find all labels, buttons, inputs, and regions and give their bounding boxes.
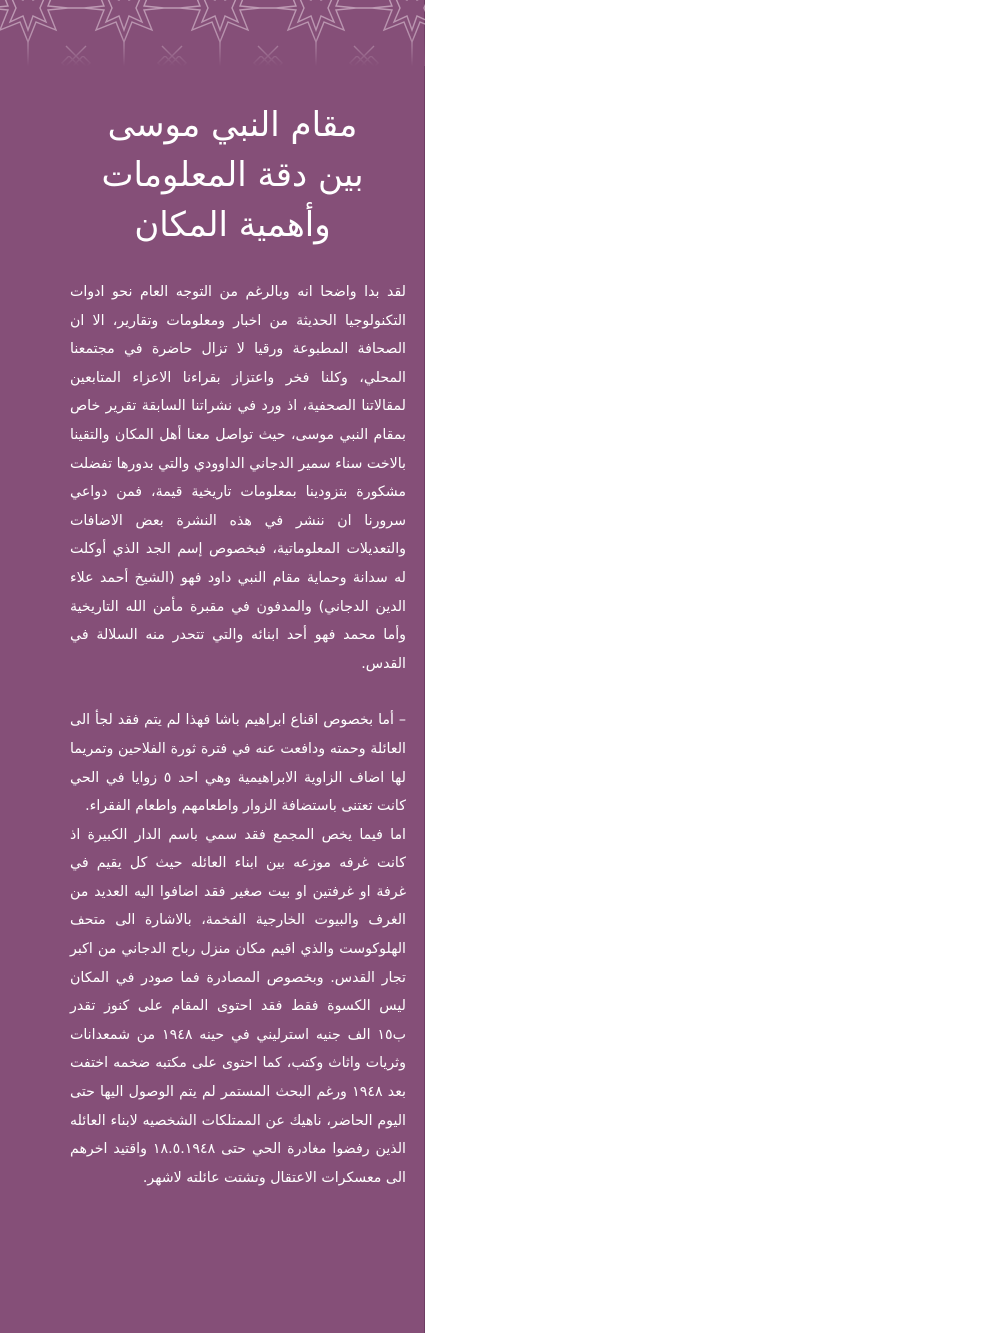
article-panel: [0, 0, 425, 1333]
article-paragraph: اما فيما يخص المجمع فقد سمي باسم الدار الكبيرة اذ كانت غرفه موزعه بين ابناء العائله حيث كل يقيم في غرفة او غرفتين او بيت صغير فقد اضافوا اليه العديد من الغرف والبيوت الخارجية الفخمة، بالاشارة الى متحف الهلوكوست والذي اقيم مكان منزل رباح الدجاني من اكبر تجار القدس. وبخصوص المصادرة فما صودر في المكان ليس الكسوة فقط فقد احتوى المقام على كنوز تقدر ب١٥ الف جنيه استرليني في حينه ١٩٤٨ من شمعدانات وثريات واثاث وكتب، كما احتوى على مكتبه ضخمه اختفت بعد ١٩٤٨ ورغم البحث المستمر لم يتم الوصول اليها حتى اليوم الحاضر، ناهيك عن الممتلكات الشخصيه لابناء العائله الذين رفضوا مغادرة الحي حتى ١٨.٥.١٩٤٨ واقتيد اخرهم الى معسكرات الاعتقال وتشتت عائلته لاشهر.: [70, 826, 406, 1186]
article-body: [70, 278, 406, 1192]
title-line: بين دقة المعلومات: [101, 155, 364, 195]
title-line: مقام النبي موسى: [107, 105, 358, 145]
pattern-fade: [0, 0, 425, 66]
blank-page-area: [426, 0, 1000, 1333]
article-title: [60, 100, 405, 250]
article-paragraph: – أما بخصوص اقناع ابراهيم باشا فهذا لم يتم فقد لجأ الى العائلة وحمته ودافعت عنه في فترة ثورة الفلاحين وتمريما لها اضاف الزاوية الابراهيمية وهي احد ٥ زوايا في الحي كانت تعتنى باستضافة الزوار واطعامهم واطعام الفقراء.: [70, 712, 406, 815]
title-line: وأهمية المكان: [134, 205, 331, 245]
islamic-star-pattern-icon: [0, 0, 425, 66]
article-paragraph: لقد بدا واضحا انه وبالرغم من التوجه العام نحو ادوات التكنولوجيا الحديثة من اخبار ومعلومات وتقارير، الا ان الصحافة المطبوعة ورقيا لا تزال حاضرة في مجتمعنا المحلي، وكلنا فخر واعتزاز بقراءنا الاعزاء المتابعين لمقالاتنا الصحفية، اذ ورد في نشراتنا السابقة تقرير خاص بمقام النبي موسى، حيث تواصل معنا أهل المكان والتقينا بالاخت سناء سمير الدجاني الداوودي والتي بدورها تفضلت مشكورة بتزودينا بمعلومات تاريخية قيمة، فمن دواعي سرورنا ان ننشر في هذه النشرة بعض الاضافات والتعديلات المعلوماتية، فبخصوص إسم الجد الذي أوكلت له سدانة وحماية مقام النبي داود فهو (الشيخ أحمد علاء الدين الدجاني) والمدفون في مقبرة مأمن الله التاريخية وأما محمد فهو أحد ابنائه والتي تتحدر منه السلالة في القدس.: [70, 284, 406, 672]
